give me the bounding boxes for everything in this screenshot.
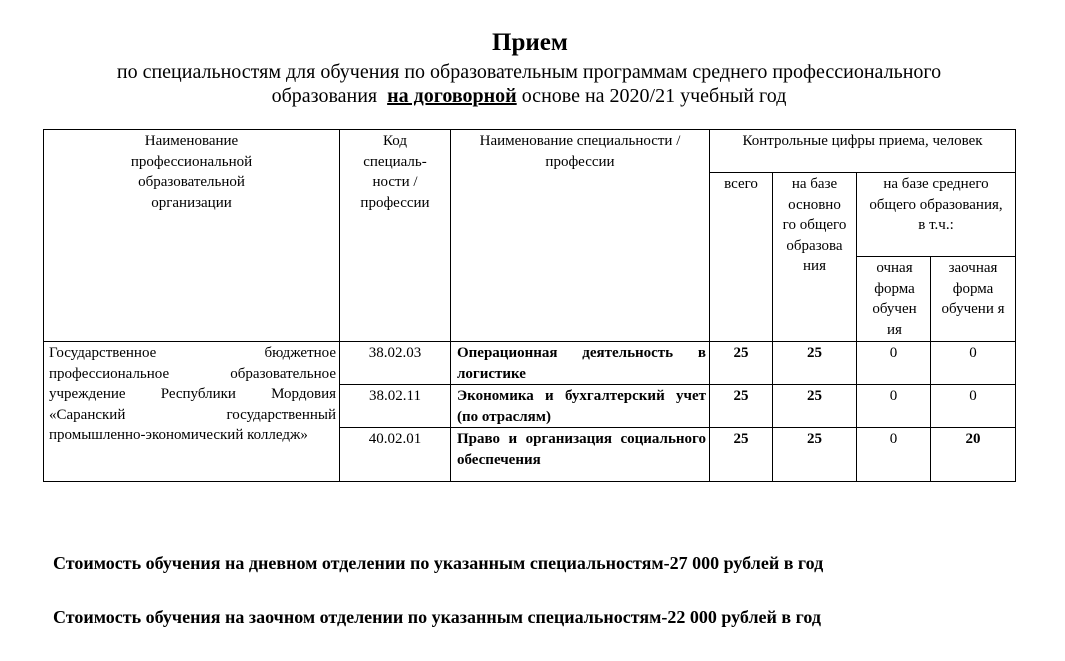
contract-basis-emphasis: на договорной [387, 85, 517, 107]
header-control-figures: Контрольные цифры приема, человек [710, 130, 1016, 173]
basic-general-count: 25 [773, 428, 857, 482]
subtitle-line-2 [0, 84, 1058, 108]
full-time-count: 0 [857, 385, 931, 428]
page-subtitle [0, 60, 1058, 108]
subtitle-line-2-end: основе на 2020/21 учебный год [516, 85, 787, 107]
part-time-count: 0 [931, 385, 1016, 428]
specialty-name: Право и организация социального обеспечения [451, 428, 710, 482]
part-time-count: 20 [931, 428, 1016, 482]
header-basic-general: на базе основно го общего образова ния [773, 173, 857, 342]
header-code: Код специаль-ности / профессии [340, 130, 451, 342]
total-count: 25 [710, 385, 773, 428]
specialty-code: 38.02.03 [340, 342, 451, 385]
total-count: 25 [710, 428, 773, 482]
basic-general-count: 25 [773, 385, 857, 428]
header-total: всего [710, 173, 773, 342]
header-row-1 [44, 130, 1016, 173]
subtitle-line-2-start: образования [271, 85, 388, 107]
part-time-count: 0 [931, 342, 1016, 385]
day-tuition-cost: Стоимость обучения на дневном отделении по указанным специальностям-27 000 рублей в год [53, 553, 824, 573]
header-specialty: Наименование специальности / профессии [451, 130, 710, 342]
full-time-count: 0 [857, 342, 931, 385]
page-title: Прием [492, 29, 568, 56]
specialty-name: Операционная деятельность в логистике [451, 342, 710, 385]
subtitle-line-1: по специальностям для обучения по образовательным программам среднего профессионального [116, 61, 942, 83]
admission-table [43, 129, 1016, 482]
basic-general-count: 25 [773, 342, 857, 385]
header-org: Наименование профессиональной образовательной организации [44, 130, 340, 342]
header-full-time: очная форма обучен ия [857, 257, 931, 342]
specialty-code: 40.02.01 [340, 428, 451, 482]
extramural-tuition-cost: Стоимость обучения на заочном отделении по указанным специальностям-22 000 рублей в год [53, 607, 821, 627]
organization-name: Государственное бюджетное профессиональное образовательное учреждение Республики Мордовия «Саранский государственный промышленно-экономический колледж» [44, 342, 340, 482]
table-row [44, 342, 1016, 385]
header-secondary-general: на базе среднего общего образования, в т.ч.: [857, 173, 1016, 257]
specialty-code: 38.02.11 [340, 385, 451, 428]
header-part-time: заочная форма обучени я [931, 257, 1016, 342]
full-time-count: 0 [857, 428, 931, 482]
total-count: 25 [710, 342, 773, 385]
specialty-name: Экономика и бухгалтерский учет (по отраслям) [451, 385, 710, 428]
